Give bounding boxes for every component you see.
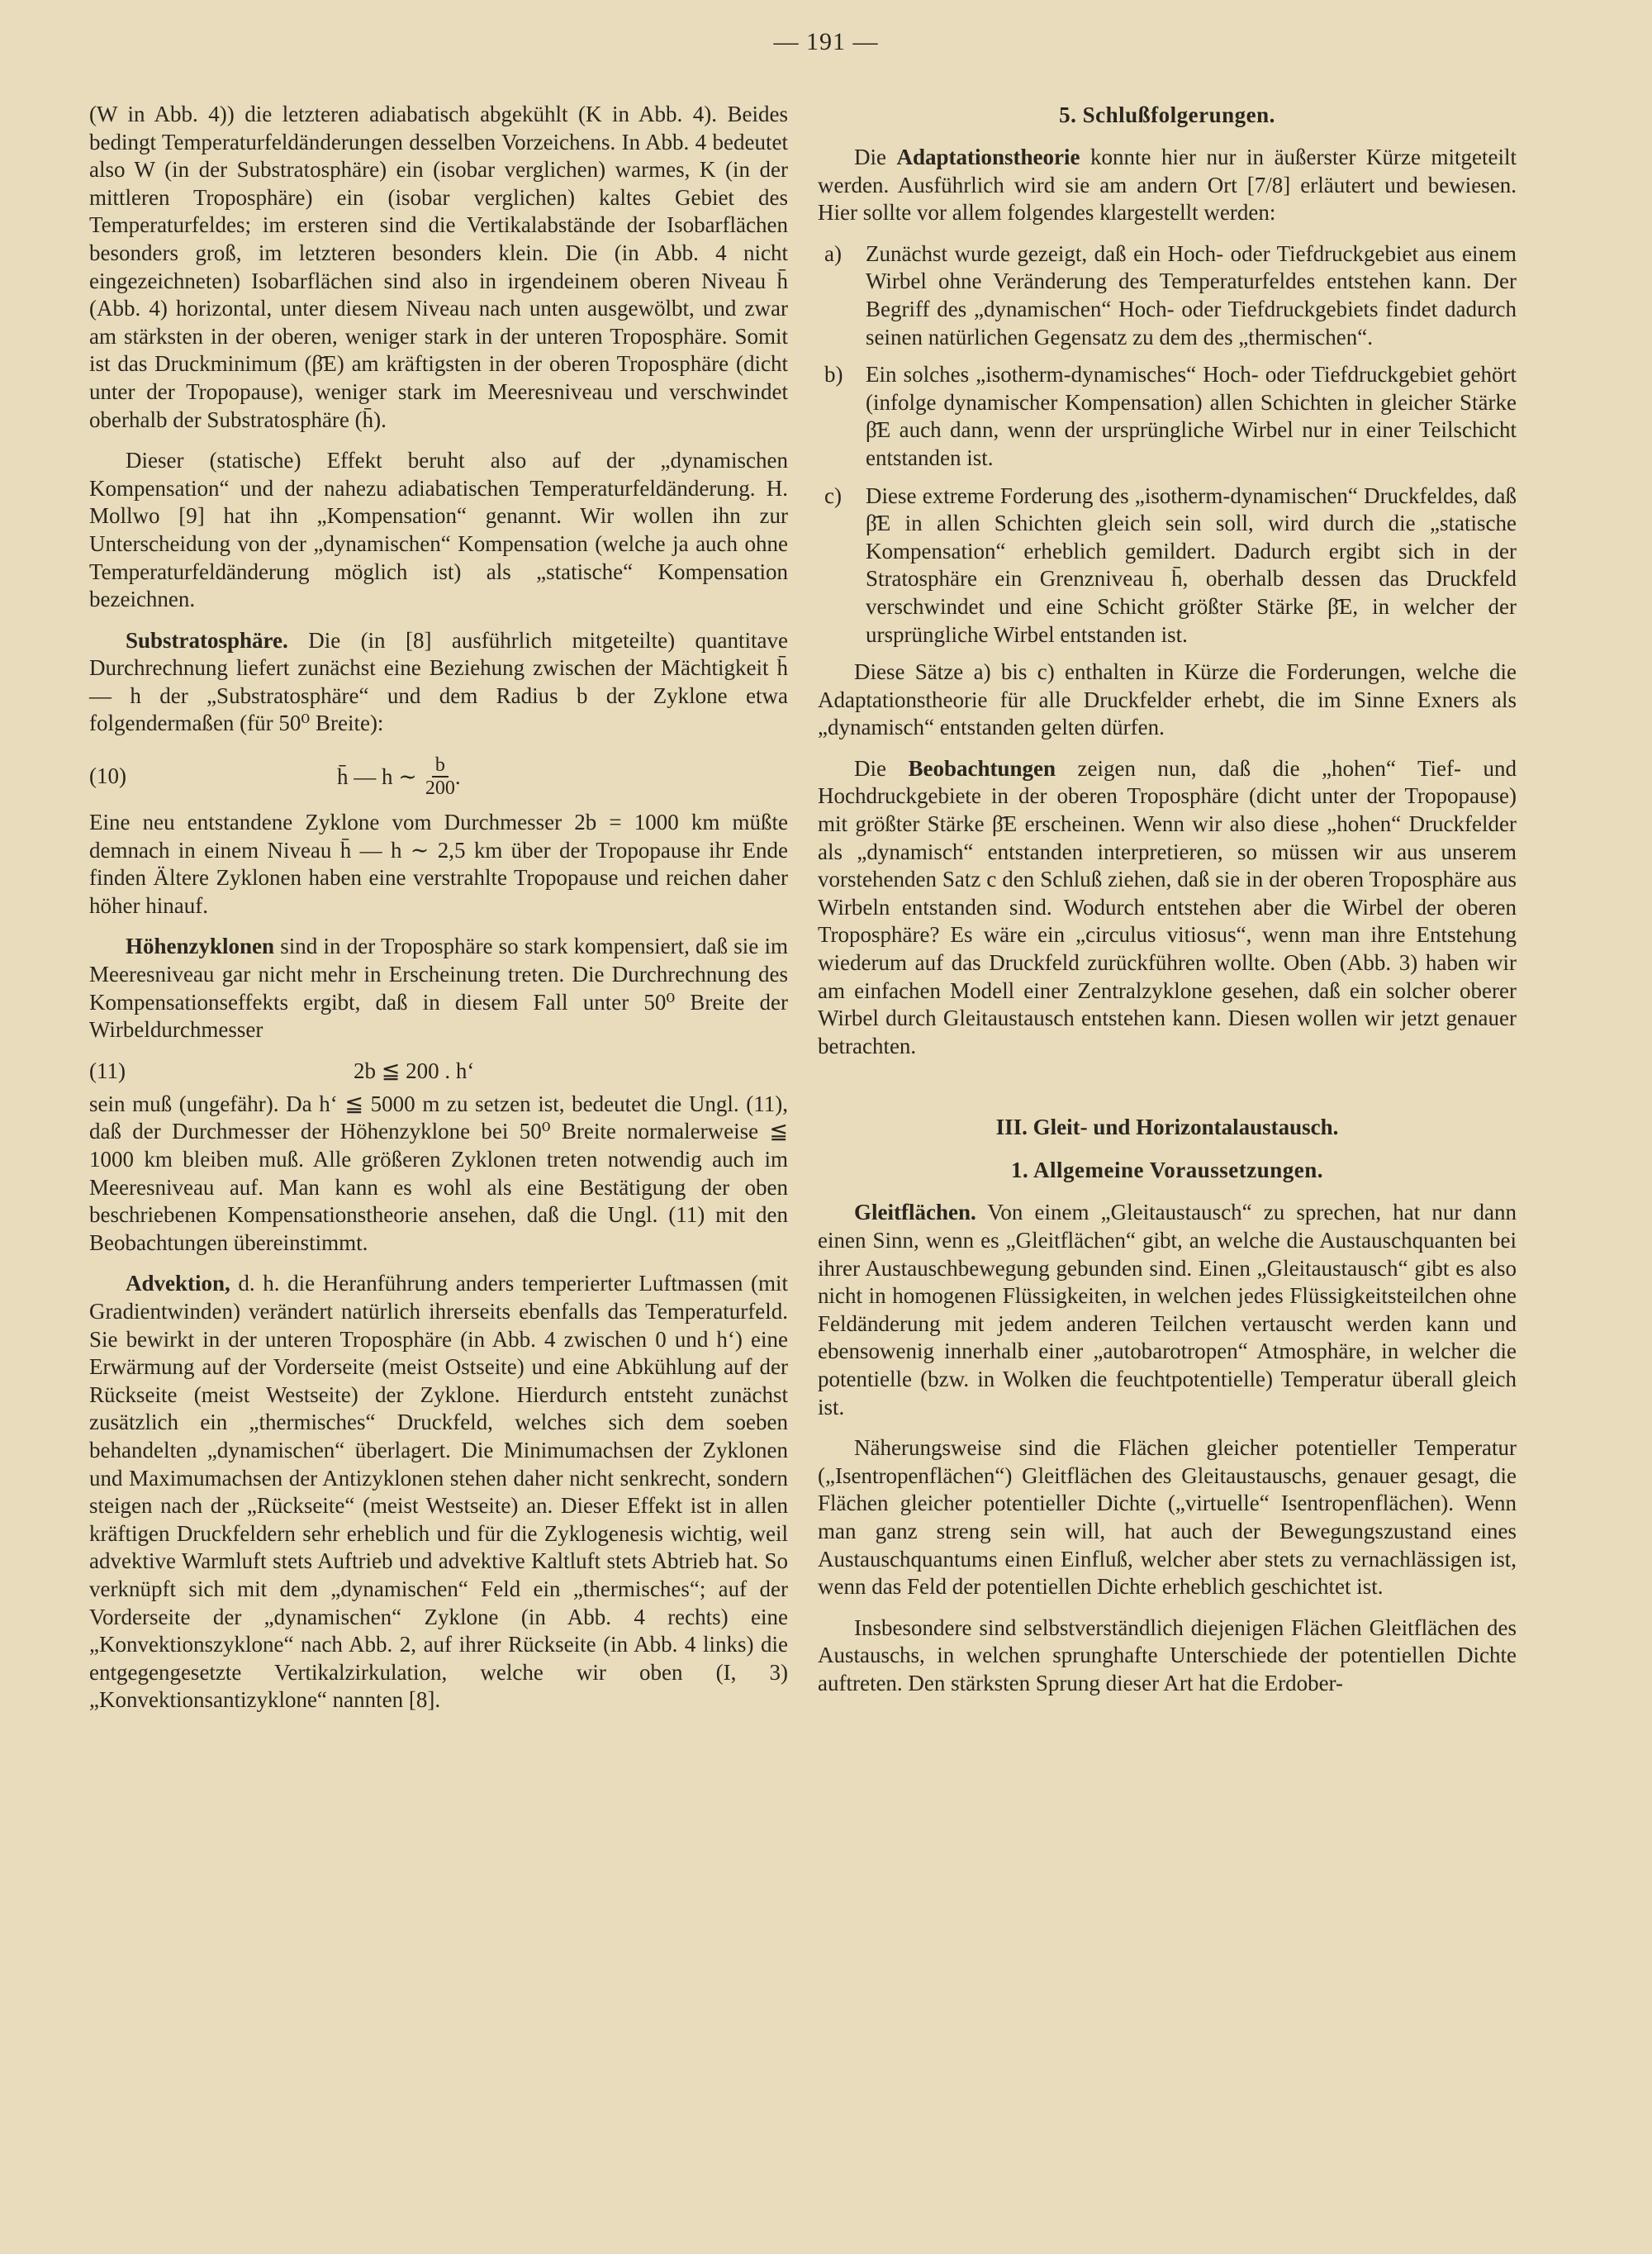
list-item-c <box>818 483 1517 649</box>
equation-10 <box>89 751 788 802</box>
paragraph-text: zeigen nun, daß die „hohen“ Tief- und Hochdruckgebiete in der oberen Troposphäre (dicht unter der Tropopause) mit größter Stärke β̄E erscheinen. Wenn wir also diese „hohen“ Druckfelder als „dynamisch“ entstanden interpretieren, so müssen wir aus unserem vorstehenden Satz c den Schluß ziehen, daß sie in der oberen Troposphäre aus Wirbeln entstanden sind. Wodurch entstehen aber die Wirbel der oberen Troposphäre? Es wäre ein „circulus vitiosus“, wenn man ihre Entstehung wiederum auf das Druckfeld zurückführen wollte. Oben (Abb. 3) haben wir am einfachen Modell einer Zentralzyklone gesehen, daß ein solcher oberer Wirbel durch Gleitaustausch entstehen kann. Diesen wollen wir jetzt genauer betrachten. <box>818 755 1517 1058</box>
run-in-heading: Gleitflächen. <box>854 1200 976 1225</box>
chapter-heading: III. Gleit- und Horizontalaustausch. <box>995 1115 1339 1140</box>
list-text: Diese extreme Forderung des „isotherm-dynamischen“ Druckfeldes, daß β̄E in allen Schichten gleich sein soll, wird durch die „statische Kompensation“ erheblich gemildert. Dadurch ergibt sich in der Stratosphäre ein Grenzniveau h̄, oberhalb dessen das Druckfeld verschwindet und eine Schicht größter Stärke β̄E, in welcher der ursprüngliche Wirbel entstanden ist. <box>866 483 1517 647</box>
list-label: b) <box>824 362 843 388</box>
paragraph-static-compensation: Dieser (statische) Effekt beruht also auf der „dynamischen Kompensation“ und der nahezu adiabatischen Temperaturfeldänderung. H. Mollwo [9] hat ihn „Kompensation“ genannt. Wir wollen ihn zur Unterscheidung von der „dynamischen“ Kompensation (welche ja auch ohne Temperaturfeldänderung möglich ist) als „statische“ Kompensation bezeichnen. <box>89 448 788 612</box>
paragraph-summary: Diese Sätze a) bis c) enthalten in Kürze die Forderungen, welche die Adaptationstheorie für alle Druckfelder erhebt, die im Sinne Exners als „dynamisch“ entstanden gelten dürfen. <box>818 659 1517 740</box>
paragraph-text: Die <box>854 145 897 169</box>
list-text: Ein solches „isotherm-dynamisches“ Hoch- oder Tiefdruckgebiet gehört (infolge dynamischer Kompensation) allen Schichten in gleicher Stärke β̄E auch dann, wenn der ursprüngliche Wirbel nur in einer Teilschicht entstanden ist. <box>866 362 1517 470</box>
equation-body: 2b ≦ 200 . h‘ <box>354 1058 475 1083</box>
equation-number: (11) <box>89 1058 126 1083</box>
paragraph-isentropes: Näherungsweise sind die Flächen gleicher potentieller Temperatur („Isentropenflächen“) Gleitflächen des Gleitaustauschs, genauer gesagt, die Flächen gleicher potentieller Dichte („virtuelle“ Isentropenflächen). Wenn man ganz streng sein will, hat auch der Bewegungszustand eines Austauschquantums einen Einfluß, welcher aber stets zu vernachlässigen ist, wenn das Feld der potentiellen Dichte erheblich geschichtet ist. <box>818 1435 1517 1600</box>
section-heading-conclusions: 5. Schlußfolgerungen. <box>1059 102 1275 127</box>
paragraph-text: sind in der Troposphäre so stark kompensiert, daß sie im Meeresniveau gar nicht mehr in Erscheinung treten. Die Durchrechnung des Kompensationseffekts ergibt, daß in diesem Fall unter 50⁰ Breite der Wirbeldurchmesser <box>89 934 788 1043</box>
left-column <box>89 101 788 1728</box>
page-number: — 191 — <box>773 28 879 55</box>
paragraph-advektion <box>89 1270 788 1714</box>
paragraph-new-cyclone: Eine neu entstandene Zyklone vom Durchmesser 2b = 1000 km müßte demnach in einem Niveau h̄ — h ∼ 2,5 km über der Tropopause ihr Ende finden Ältere Zyklonen haben eine verstrahlte Tropopause und reichen daher höher hinauf. <box>89 810 788 918</box>
paragraph-text: Die <box>854 755 909 781</box>
run-in-heading: Adaptationstheorie <box>896 145 1080 169</box>
run-in-heading: Substratosphäre. <box>126 627 288 653</box>
equation-11 <box>89 1058 788 1086</box>
paragraph-adiabatic: (W in Abb. 4)) die letzteren adiabatisch abgekühlt (K in Abb. 4). Beides bedingt Temperaturfeldänderungen desselben Vorzeichens. In Abb. 4 bedeutet also W (in der Substratosphäre) ein (isobar verglichen) warmes, K (in der mittleren Troposphäre) ein (isobar verglichen) kaltes Gebiet des Temperaturfeldes; im ersteren sind die Vertikalabstände der Isobarflächen besonders groß, im letzteren besonders klein. Die (in Abb. 4 nicht eingezeichneten) Isobarflächen sind also in irgendeinem oberen Niveau h̄ (Abb. 4) horizontal, unter diesem Niveau nach unten ausgewölbt, und zwar am stärksten in der oberen, weniger stark in der unteren Troposphäre. Somit ist das Druckminimum (β̄E) am kräftigsten in der oberen Troposphäre (dicht unter der Tropopause), weniger stark im Meeresniveau und verschwindet oberhalb der Substratosphäre (h̄). <box>89 102 788 432</box>
paragraph-text: d. h. die Heranführung anders temperierter Luftmassen (mit Gradientwinden) verändert natürlich ihrerseits ebenfalls das Temperaturfeld. Sie bewirkt in der unteren Troposphäre (in Abb. 4 zwischen 0 und h‘) eine Erwärmung auf der Vorderseite (meist Ostseite) und eine Abkühlung auf der Rückseite (meist Westseite) der Zyklone. Hierdurch entsteht zunächst zusätzlich ein „thermisches“ Druckfeld, welches sich dem soeben behandelten „dynamischen“ überlagert. Die Minimumachsen der Zyklonen und Maximumachsen der Antizyklonen stehen daher nicht senkrecht, sondern steigen nach der „Rückseite“ (meist Westseite) an. Dieser Effekt ist in allen kräftigen Druckfeldern sehr erheblich und für die Zyklogenesis wichtig, weil advektive Warmluft stets Auftrieb und advektive Kaltluft stets Abtrieb hat. So verknüpft sich mit dem „dynamischen“ Feld ein „thermisches“; auf der Vorderseite der „dynamischen“ Zyklone (in Abb. 4 rechts) eine „Konvektionszyklone“ nach Abb. 2, auf ihrer Rückseite (in Abb. 4 links) die entgegengesetzte Vertikalzirkulation, welche wir oben (I, 3) „Konvektionsantizyklone“ nannten [8]. <box>89 1271 788 1713</box>
paragraph-observations <box>818 755 1517 1061</box>
equation-body <box>337 751 461 802</box>
fraction <box>425 754 455 799</box>
list-item-a <box>818 240 1517 351</box>
equation-number: (10) <box>89 763 126 789</box>
run-in-heading: Beobachtungen <box>908 755 1056 781</box>
paragraph-text: Von einem „Gleitaustausch“ zu sprechen, hat nur dann einen Sinn, wenn es „Gleitflächen“ gibt, an welche die Austauschquanten bei ihrer Austauschbewegung gebunden sind. Einen „Gleitaustausch“ gibt es also nicht in homogenen Flüssigkeiten, in welchen jedes Flüssigkeitsteilchen ohne Feldänderung mit jedem anderen Teilchen vertauscht werden kann und ebensowenig innerhalb einer „autobarotropen“ Atmosphäre, in welcher die potentielle (bzw. in Wolken die feuchtpotentielle) Temperatur überall gleich ist. <box>818 1200 1517 1419</box>
fraction-numerator: b <box>432 754 449 777</box>
list-text: Zunächst wurde gezeigt, daß ein Hoch- oder Tiefdruckgebiet aus einem Wirbel ohne Veränderung des Temperaturfeldes entstehen kann. Der Begriff des „dynamischen“ Hoch- oder Tiefdruckgebiets findet dadurch seinen natürlichen Gegensatz zu dem des „thermischen“. <box>866 240 1517 350</box>
fraction-denominator: 200 <box>425 777 455 800</box>
paragraph-text: konnte hier nur in äußerster Kürze mitgeteilt werden. Ausführlich wird sie am andern Ort [7/8] erläutert und bewiesen. Hier sollte vor allem folgendes klargestellt werden: <box>818 145 1517 226</box>
paragraph-hoehenzyklonen <box>89 933 788 1044</box>
equation-end: . <box>454 763 461 789</box>
equation-lhs: h̄ — h ∼ <box>337 763 417 789</box>
list-label: a) <box>824 240 842 266</box>
subsection-heading: 1. Allgemeine Voraussetzungen. <box>1010 1158 1323 1183</box>
run-in-heading: Höhenzyklonen <box>126 934 275 959</box>
paragraph-substratosphere <box>89 627 788 738</box>
paragraph-inequality: sein muß (ungefähr). Da h‘ ≦ 5000 m zu setzen ist, bedeutet die Ungl. (11), daß der Durchmesser der Höhenzyklone bei 50⁰ Breite normalerweise ≦ 1000 km bleiben muß. Alle größeren Zyklonen treten notwendig auch im Meeresniveau auf. Man kann es wohl als eine Bestätigung der oben beschriebenen Kompensationstheorie ansehen, daß die Ungl. (11) mit den Beobachtungen übereinstimmt. <box>89 1091 788 1255</box>
list-item-b <box>818 361 1517 472</box>
paragraph-gleitflaechen <box>818 1199 1517 1421</box>
paragraph-text: Die (in [8] ausführlich mitgeteilte) quantitave Durchrechnung liefert zunächst eine Beziehung zwischen der Mächtigkeit h̄ — h der „Substratosphäre“ und dem Radius b der Zyklone etwa folgendermaßen (für 50⁰ Breite): <box>89 627 788 736</box>
paragraph-adaptation <box>818 144 1517 227</box>
list-label: c) <box>824 483 842 508</box>
paragraph-jump-surfaces: Insbesondere sind selbstverständlich diejenigen Flächen Gleitflächen des Austauschs, in welchen sprunghafte Unterschiede der potentiellen Dichte auftreten. Den stärksten Sprung dieser Art hat die Erdober- <box>818 1614 1517 1695</box>
run-in-heading: Advektion, <box>126 1271 230 1296</box>
right-column <box>818 101 1517 1711</box>
